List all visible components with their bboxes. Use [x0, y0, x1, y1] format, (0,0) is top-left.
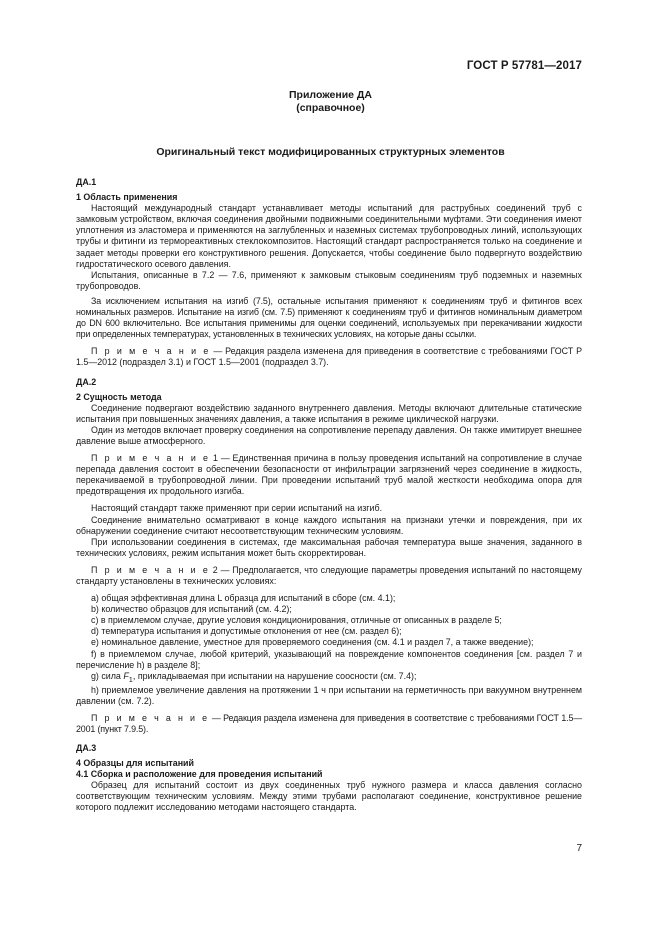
note-label: П р и м е ч а н и е	[91, 564, 210, 575]
section-heading-scope: 1 Область применения	[76, 192, 178, 203]
section-heading-specimens: 4 Образцы для испытаний	[76, 758, 194, 769]
list-item-prefix: g) сила	[91, 670, 124, 681]
note-text: — Редакция раздела изменена для приведения в соответствие с требованиями ГОСТ Р 1.5—2012 (подраздел 3.1) и ГОСТ 1.5—2001 (подраздел 3.7).	[76, 346, 582, 368]
list-item-suffix: , прикладываемая при испытании на нарушение соосности (см. 7.4);	[132, 670, 417, 681]
section-heading-method: 2 Сущность метода	[76, 391, 162, 402]
section-label-da1: ДА.1	[76, 177, 97, 187]
page-number: 7	[576, 843, 582, 854]
note-label: П р и м е ч а н и е	[91, 346, 211, 357]
standard-code: ГОСТ Р 57781—2017	[466, 60, 582, 72]
section-label-da3: ДА.3	[76, 743, 97, 753]
appendix-heading	[0, 89, 661, 115]
list-item: c) в приемлемом случае, другие условия кондиционирования, отличные от описанных в разделе 5;	[91, 615, 502, 626]
note-label: П р и м е ч а н и е	[91, 712, 210, 723]
list-item: d) температура испытания и допустимые отклонения от нее (см. раздел 6);	[91, 626, 402, 637]
list-item: e) номинальное давление, уместное для проверяемого соединения (см. 4.1 и раздел 7, а также введение);	[91, 637, 534, 648]
subsection-heading-assembly: 4.1 Сборка и расположение для проведения испытаний	[76, 769, 323, 780]
paragraph: Один из методов включает проверку соединения на сопротивление перепаду давления. Он также имитирует внешнее давление выше атмосферного.	[76, 424, 582, 446]
note-text: — Редакция раздела изменена для приведения в соответствие с требованиями ГОСТ 1.5—2001 (пункт 7.9.5).	[76, 712, 582, 734]
list-item: f) в приемлемом случае, любой критерий, указывающий на повреждение компонентов соединения [см. раздел 7 и перечисление h) в разделе 8];	[76, 648, 582, 670]
list-item	[76, 671, 582, 685]
list-item: a) общая эффективная длина L образца для испытаний в сборе (см. 4.1);	[91, 593, 396, 604]
paragraph: Соединение внимательно осматривают в конце каждого испытания на признаки утечки и повреждения, при их обнаружении соединение считают несоответствующим техническим условиям.	[76, 514, 582, 536]
paragraph: При использовании соединения в системах, где максимальная рабочая температура выше значения, заданного в технических условиях, режим испытания может быть скорректирован.	[76, 536, 582, 558]
paragraph: Соединение подвергают воздействию заданного внутреннего давления. Методы включают длительные статические испытания при повышенных значениях давления, а также испытания в режиме циклической нагрузки.	[76, 402, 582, 424]
note	[76, 453, 582, 497]
note	[76, 713, 582, 735]
note	[76, 346, 582, 368]
paragraph: Настоящий стандарт также применяют при серии испытаний на изгиб.	[91, 503, 383, 514]
paragraph: За исключением испытания на изгиб (7.5), остальные испытания применяют к соединениям труб и фитингов всех номинальных размеров. Испытание на изгиб (см. 7.5) применяют к соединениям труб и фитингов номинальным диаметром до DN 600 включительно. Все испытания применимы для оценки соединений, используемых при перекачивании жидкости при определенных температурах, установленных в технических условиях, на которые даны ссылки.	[76, 295, 582, 340]
document-body	[76, 177, 582, 814]
paragraph: Испытания, описанные в 7.2 — 7.6, применяют к замковым стыковым соединениям труб подземных и наземных трубопроводов.	[76, 269, 582, 291]
note-label: П р и м е ч а н и е	[91, 453, 211, 464]
list-item: h) приемлемое увеличение давления на протяжении 1 ч при испытании на герметичность при вакуумном внутреннем давлении (см. 7.2).	[76, 684, 582, 706]
note	[76, 565, 582, 587]
paragraph: Настоящий международный стандарт устанавливает методы испытаний для раструбных соединений труб с замковым устройством, включая соединения двойными подвижными соединительными муфтами. Эти соединения имеют уплотнения из эластомера и применяются на заглубленных и наземных системах трубопроводных линий, использующих трубы и фитинги из термореактивных стеклокомпозитов. Настоящий стандарт распространяется только на соединение и задает методы проверки его конструктивного решения. Допускается, чтобы соединение было подвергнуто воздействию гидростатического осевого давления.	[76, 203, 582, 269]
appendix-title: Приложение ДА	[289, 89, 372, 101]
document-title: Оригинальный текст модифицированных структурных элементов	[156, 146, 505, 158]
force-subscript: 1	[128, 674, 133, 684]
note-text: 2 — Предполагается, что следующие параметры проведения испытаний по настоящему стандарту установлены в технических условиях:	[76, 564, 582, 586]
appendix-subtitle: (справочное)	[296, 102, 365, 114]
note-text: 1 — Единственная причина в пользу проведения испытаний на сопротивление в случае перепада давления состоит в обеспечении безопасности от инфильтрации загрязнений через соединение в жидкость, перекачиваемой в трубопроводной линии. При проведении испытаний труб малой жесткости необходима опора для предотвращения их продольного изгиба.	[76, 453, 582, 497]
section-label-da2: ДА.2	[76, 376, 97, 387]
force-symbol: F	[123, 670, 129, 681]
list-item: b) количество образцов для испытаний (см. 4.2);	[91, 604, 292, 615]
paragraph: Образец для испытаний состоит из двух соединенных труб нужного размера и класса давления согласно соответствующим техническим условиям. Между этими трубами располагают соединение, конструктивное решение которого подлежит исследованию методами настоящего стандарта.	[76, 780, 582, 813]
